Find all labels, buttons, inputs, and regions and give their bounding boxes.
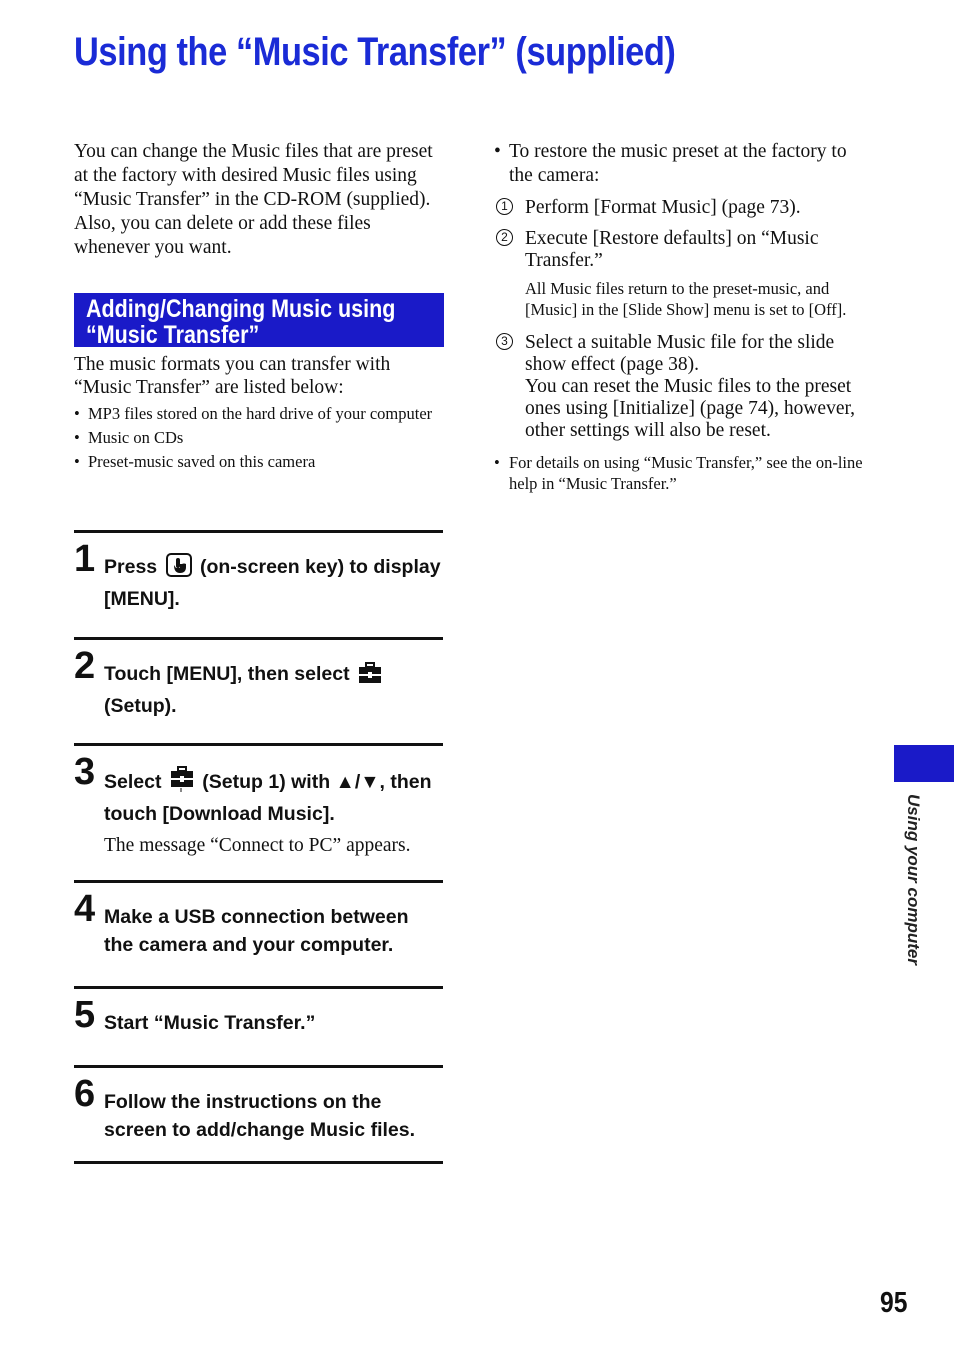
- step-4: [74, 880, 443, 986]
- section-tab-marker: [894, 745, 954, 782]
- list-item: • Music on CDs: [74, 427, 444, 448]
- step-text-pre: Touch [MENU], then select: [104, 663, 350, 685]
- restore-item-3: [494, 332, 866, 442]
- step-note: The message “Connect to PC” appears.: [104, 835, 411, 856]
- section-heading-line2: “Music Transfer”: [86, 321, 260, 349]
- step-text-pre: Select: [104, 771, 162, 793]
- steps-list: [74, 530, 443, 1164]
- circled-number: 2: [496, 229, 513, 246]
- step-6: [74, 1065, 443, 1164]
- toolbox-1-icon: [170, 766, 194, 800]
- toolbox-icon: [358, 662, 382, 692]
- step-text-post: (Setup).: [104, 695, 177, 717]
- circled-number: 3: [496, 333, 513, 350]
- restore-item-text: Execute [Restore defaults] on “Music Transfer.”: [525, 228, 819, 271]
- right-column: [494, 140, 866, 494]
- restore-intro: • To restore the music preset at the factory to the camera:: [494, 140, 866, 188]
- page-number: 95: [880, 1287, 908, 1319]
- step-number: 3: [74, 751, 96, 793]
- step-text: [104, 533, 443, 613]
- section-heading-line1: Adding/Changing Music using: [86, 295, 396, 323]
- step-text: Follow the instructions on the screen to add/change Music files.: [104, 1091, 416, 1141]
- step-text-post: (Setup 1) with ▲/▼, then touch [Download Music].: [104, 771, 432, 825]
- formats-list: [74, 403, 444, 472]
- side-section-label: Using your computer: [904, 794, 923, 965]
- step-number: 4: [74, 888, 96, 930]
- step-text: [104, 746, 443, 828]
- restore-item-note: All Music files return to the preset-music, and [Music] in the [Slide Show] menu is set to [Off].: [525, 279, 847, 319]
- details-note: • For details on using “Music Transfer,” see the on-line help in “Music Transfer.”: [494, 452, 866, 494]
- restore-item-2: [494, 228, 866, 272]
- step-text: Make a USB connection between the camera and your computer.: [104, 906, 409, 956]
- step-5: [74, 986, 443, 1065]
- restore-item-text: Select a suitable Music file for the slide show effect (page 38).: [525, 332, 835, 375]
- step-number: 5: [74, 994, 96, 1036]
- section-heading: [74, 293, 444, 347]
- restore-item-text: Perform [Format Music] (page 73).: [525, 197, 801, 218]
- step-number: 2: [74, 645, 96, 687]
- step-1: [74, 530, 443, 637]
- restore-item-1: [494, 197, 866, 219]
- step-text-pre: Press: [104, 556, 158, 578]
- intro-paragraph: You can change the Music files that are preset at the factory with desired Music files using “Music Transfer” in the CD-ROM (supplied). Also, you can delete or add these files whenever you want.: [74, 141, 433, 258]
- step-text: [104, 640, 443, 720]
- touch-key-icon: [166, 553, 192, 585]
- left-column: [74, 140, 444, 475]
- step-text: Start “Music Transfer.”: [104, 1012, 316, 1034]
- list-item: • Preset-music saved on this camera: [74, 451, 444, 472]
- step-2: [74, 637, 443, 743]
- step-number: 6: [74, 1073, 96, 1115]
- page-title: Using the “Music Transfer” (supplied): [74, 30, 676, 74]
- step-text-post: (on-screen key) to display [MENU].: [104, 556, 441, 610]
- formats-intro: The music formats you can transfer with “Music Transfer” are listed below:: [74, 354, 391, 398]
- restore-item-text-2: You can reset the Music files to the preset ones using [Initialize] (page 74), however, other settings will also be reset.: [525, 376, 856, 441]
- step-number: 1: [74, 538, 96, 580]
- step-3: [74, 743, 443, 880]
- list-item: • MP3 files stored on the hard drive of your computer: [74, 403, 444, 424]
- circled-number: 1: [496, 198, 513, 215]
